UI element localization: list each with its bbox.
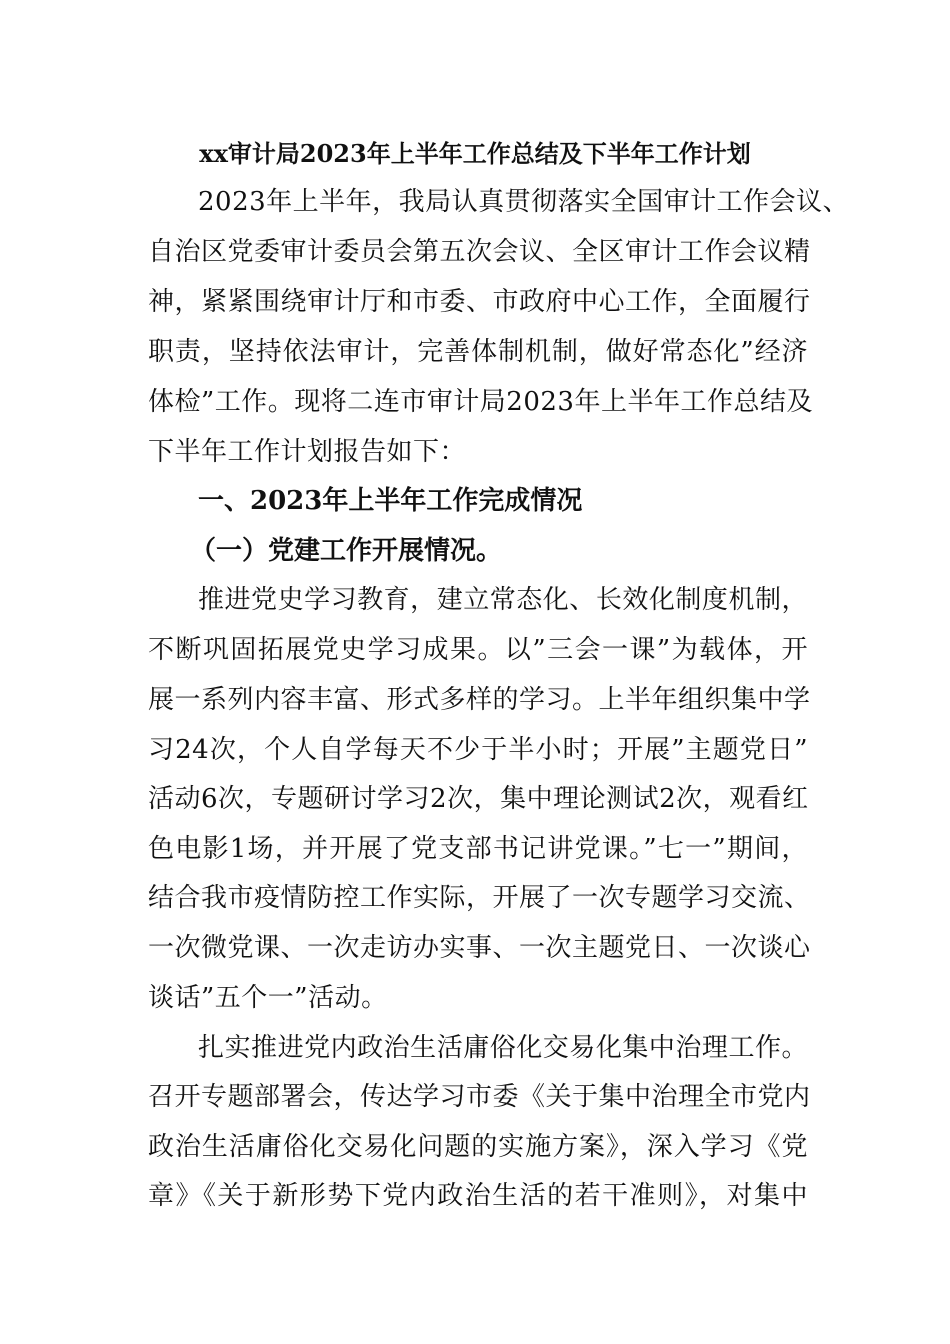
- para1-line-9: 谈话”五个一”活动。: [148, 983, 388, 1013]
- section-heading-1: 一、2023年上半年工作完成情况: [198, 486, 583, 516]
- para2-line-1: 扎实推进党内政治生活庸俗化交易化集中治理工作。: [198, 1033, 808, 1063]
- intro-line-3: 神，紧紧围绕审计厅和市委、市政府中心工作，全面履行: [148, 287, 811, 317]
- para1-line-8: 一次微党课、一次走访办实事、一次主题党日、一次谈心: [148, 933, 811, 963]
- intro-line-4: 职责，坚持依法审计，完善体制机制，做好常态化”经济: [148, 337, 808, 367]
- para1-line-6: 色电影1场，并开展了党支部书记讲党课。”七一”期间，: [148, 834, 808, 864]
- para1-line-7: 结合我市疫情防控工作实际，开展了一次专题学习交流、: [148, 883, 811, 913]
- intro-line-1: 2023年上半年，我局认真贯彻落实全国审计工作会议、: [198, 187, 850, 217]
- document-title: xx审计局2023年上半年工作总结及下半年工作计划: [199, 139, 751, 168]
- para2-line-4: 章》《关于新形势下党内政治生活的若干准则》，对集中: [148, 1181, 808, 1211]
- intro-line-2: 自治区党委审计委员会第五次会议、全区审计工作会议精: [148, 237, 811, 267]
- para1-line-4: 习24次，个人自学每天不少于半小时；开展”主题党日”: [148, 735, 808, 765]
- para1-line-3: 展一系列内容丰富、形式多样的学习。上半年组织集中学: [148, 685, 811, 715]
- para1-line-5: 活动6次，专题研讨学习2次，集中理论测试2次，观看红: [148, 784, 809, 814]
- para2-line-3: 政治生活庸俗化交易化问题的实施方案》，深入学习《党: [148, 1132, 808, 1162]
- intro-line-6: 下半年工作计划报告如下：: [148, 437, 467, 467]
- intro-line-5: 体检”工作。现将二连市审计局2023年上半年工作总结及: [148, 387, 813, 417]
- para1-line-1: 推进党史学习教育，建立常态化、长效化制度机制，: [198, 585, 808, 615]
- sub-heading-party-building: （一）党建工作开展情况。: [190, 536, 503, 566]
- para1-line-2: 不断巩固拓展党史学习成果。以”三会一课”为载体，开: [148, 635, 808, 665]
- para2-line-2: 召开专题部署会，传达学习市委《关于集中治理全市党内: [148, 1082, 811, 1112]
